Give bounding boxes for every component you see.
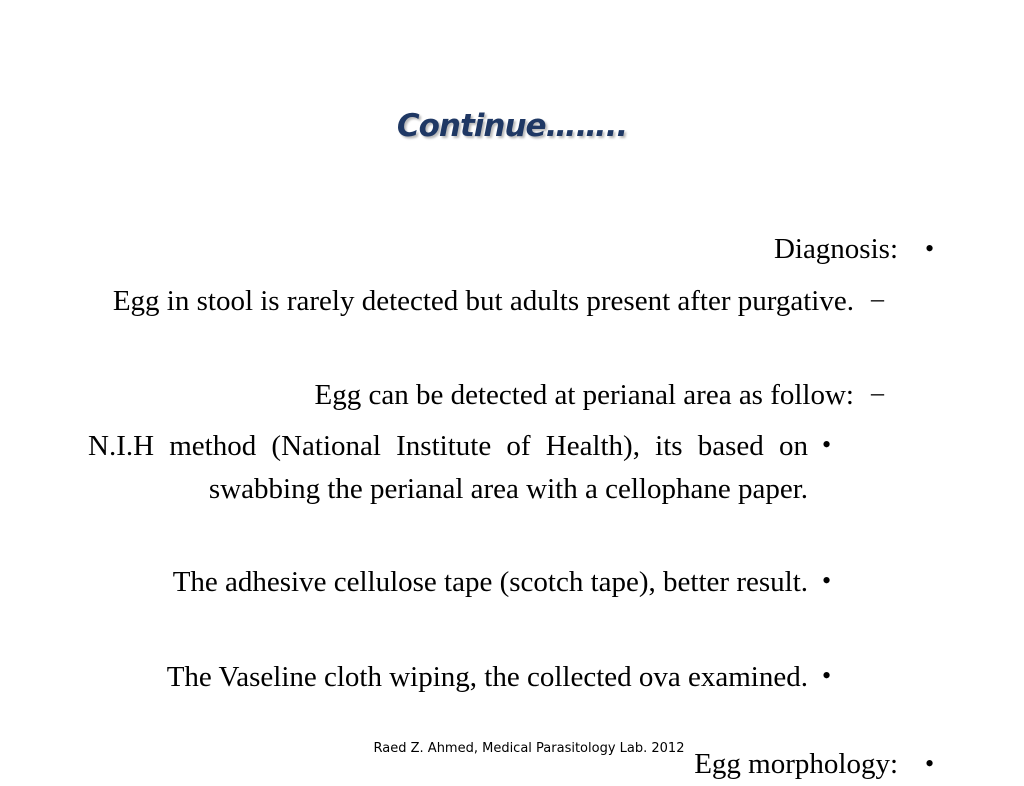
bullet-icon: • xyxy=(925,749,935,778)
slide-title: Continue…….. xyxy=(396,108,628,144)
list-item-vaseline: The Vaseline cloth wiping, the collected ova examined. xyxy=(166,661,808,693)
list-item-egg-morphology: Egg morphology: xyxy=(694,748,898,780)
list-item-scotch-tape: The adhesive cellulose tape (scotch tape), better result. xyxy=(172,566,808,598)
list-item-stool: Egg in stool is rarely detected but adults present after purgative. xyxy=(112,285,854,317)
dash-icon: – xyxy=(871,378,884,407)
bullet-icon: • xyxy=(822,430,832,459)
footer-credit: Raed Z. Ahmed, Medical Parasitology Lab. 2012 xyxy=(373,741,685,756)
list-item-diagnosis: Diagnosis: xyxy=(773,233,898,265)
bullet-icon: • xyxy=(822,661,832,690)
bullet-icon: • xyxy=(925,234,935,263)
bullet-icon: • xyxy=(822,566,832,595)
dash-icon: – xyxy=(871,284,884,313)
list-item-nih-method: N.I.H method (National Institute of Health), its based on swabbing the perianal area with a cellophane paper. xyxy=(88,430,808,505)
list-item-perianal: Egg can be detected at perianal area as follow: xyxy=(314,379,854,411)
